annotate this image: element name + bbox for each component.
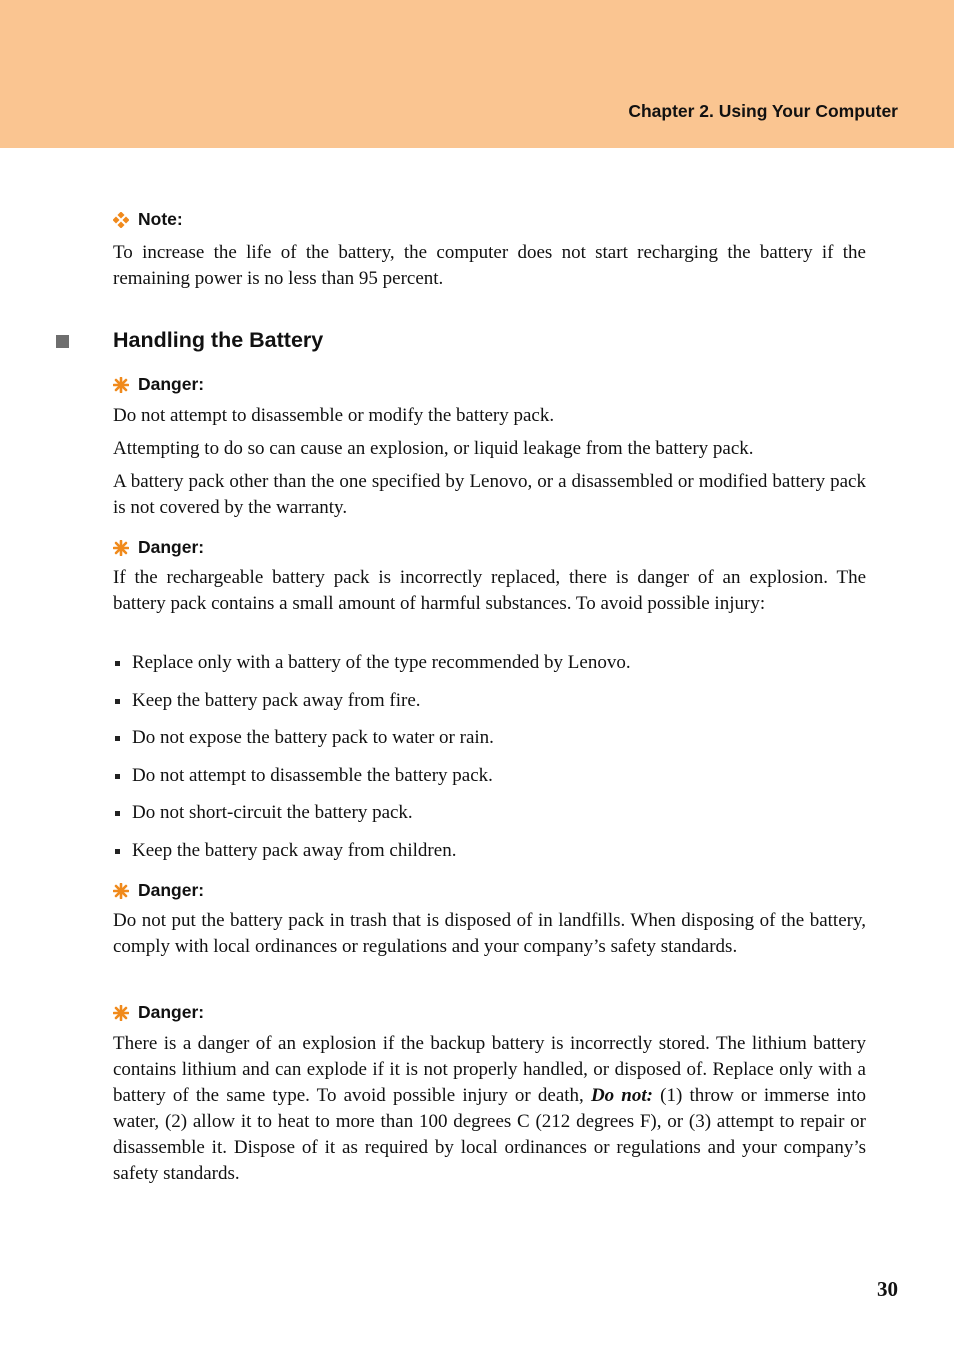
danger-label-text: Danger: xyxy=(138,374,205,394)
danger4-text-before: There is a danger of an explosion if the backup battery is incorrectly stored. The lithium battery contains lithium and can explode if it is not properly handled, or disposed of. Replace only with a battery of the same type. To avoid possible injury or death, xyxy=(113,1033,866,1106)
chapter-title: Chapter 2. Using Your Computer xyxy=(628,101,898,121)
list-item-text: Do not attempt to disassemble the battery pack. xyxy=(132,765,493,786)
list-item-text: Keep the battery pack away from fire. xyxy=(132,690,421,711)
header-band xyxy=(0,0,954,148)
list-item xyxy=(113,688,421,714)
asterisk-burst-icon xyxy=(113,540,129,556)
danger-label-text: Danger: xyxy=(138,1002,205,1022)
list-item-text: Do not expose the battery pack to water or rain. xyxy=(132,727,494,748)
danger-label-4 xyxy=(113,1002,204,1023)
list-item xyxy=(113,650,631,676)
list-item-text: Keep the battery pack away from children. xyxy=(132,840,457,861)
danger2-paragraph: If the rechargeable battery pack is incorrectly replaced, there is danger of an explosion. The battery pack contains a small amount of harmful substances. To avoid possible injury: xyxy=(113,567,866,614)
bullet-square-icon xyxy=(115,811,120,816)
section-heading: Handling the Battery xyxy=(113,328,324,352)
page-number: 30 xyxy=(877,1277,898,1301)
danger4-emphasis: Do not: xyxy=(590,1085,653,1106)
list-item xyxy=(113,725,494,751)
note-label-text: Note: xyxy=(138,209,183,229)
asterisk-burst-icon xyxy=(113,1005,129,1021)
asterisk-burst-icon xyxy=(113,883,129,899)
list-item-text: Do not short-circuit the battery pack. xyxy=(132,802,413,823)
danger1-paragraph-3: A battery pack other than the one specified by Lenovo, or a disassembled or modified battery pack is not covered by the warranty. xyxy=(113,471,866,518)
bullet-square-icon xyxy=(115,661,120,666)
note-label xyxy=(113,209,183,230)
bullet-square-icon xyxy=(115,736,120,741)
bullet-square-icon xyxy=(115,849,120,854)
danger3-paragraph: Do not put the battery pack in trash that is disposed of in landfills. When disposing of the battery, comply with local ordinances or regulations and your company’s safety standards. xyxy=(113,910,866,957)
danger4-paragraph xyxy=(113,1031,866,1187)
danger-label-2 xyxy=(113,537,204,558)
danger-label-3 xyxy=(113,880,204,901)
diamond-ornament-icon xyxy=(113,212,129,228)
list-item xyxy=(113,838,456,864)
danger-label-text: Danger: xyxy=(138,537,205,557)
asterisk-burst-icon xyxy=(113,377,129,393)
danger-label-text: Danger: xyxy=(138,880,205,900)
danger1-paragraph-1: Do not attempt to disassemble or modify the battery pack. xyxy=(113,405,555,426)
danger4-text-after: (1) throw or immerse into water, (2) allow it to heat to more than 100 degrees C (212 degrees F), or (3) attempt to repair or disassemble it. Dispose of it as required by local ordinances or regulations and your company’s safety standards. xyxy=(113,1085,867,1184)
danger-label-1 xyxy=(113,374,204,395)
list-item-text: Replace only with a battery of the type recommended by Lenovo. xyxy=(132,652,631,673)
gray-square-icon xyxy=(56,335,69,348)
bullet-square-icon xyxy=(115,774,120,779)
danger1-paragraph-2: Attempting to do so can cause an explosion, or liquid leakage from the battery pack. xyxy=(113,438,754,459)
list-item xyxy=(113,763,493,789)
note-text: To increase the life of the battery, the computer does not start recharging the battery if the remaining power is no less than 95 percent. xyxy=(113,242,866,289)
bullet-square-icon xyxy=(115,699,120,704)
list-item xyxy=(113,800,413,826)
